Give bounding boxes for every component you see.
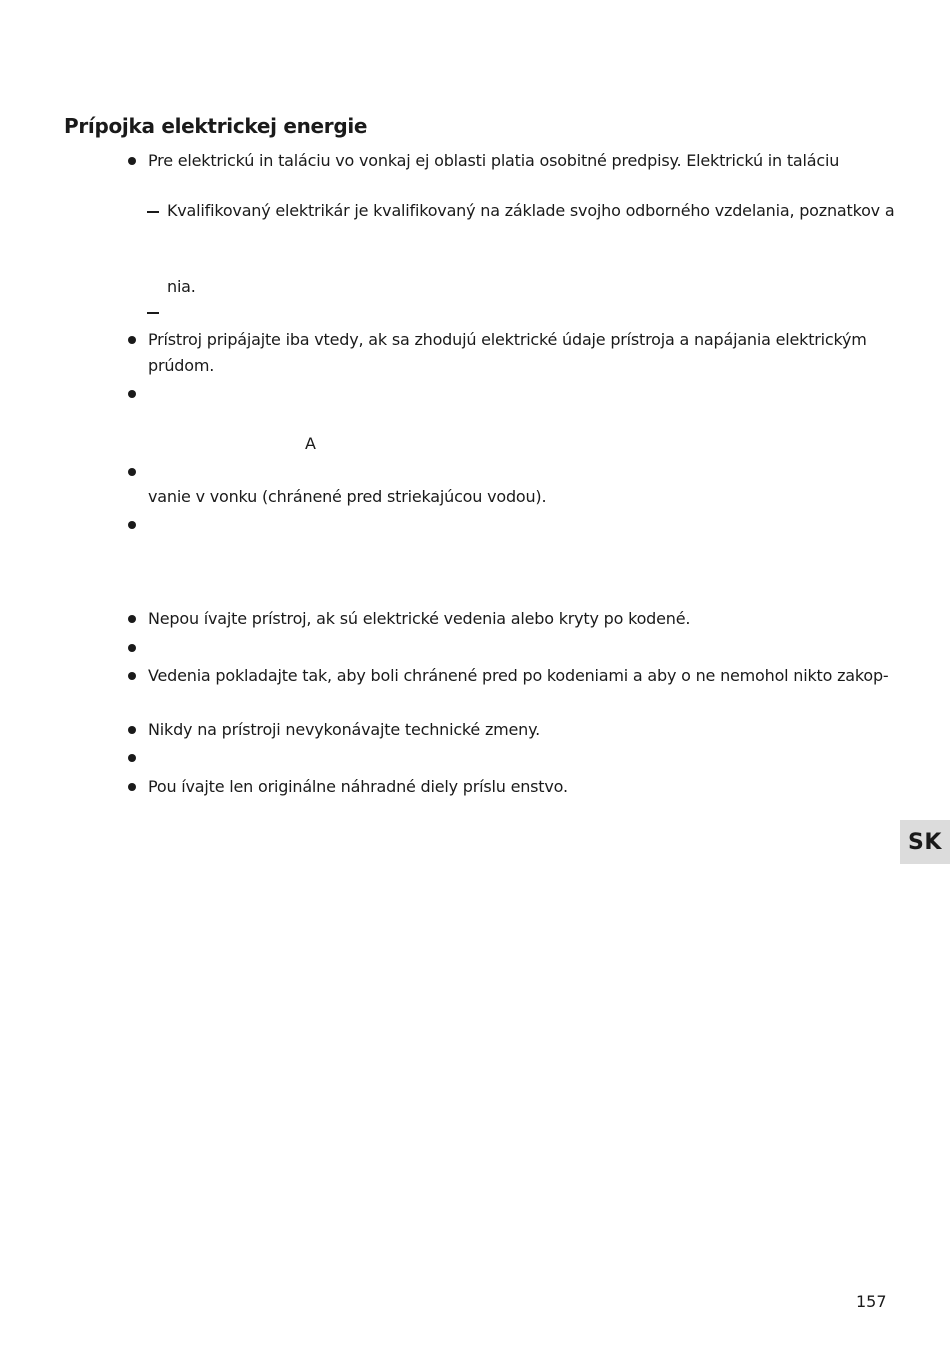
paragraph-connect-device: Prístroj pripájajte iba vtedy, ak sa zhodujú elektrické údaje prístroja a napájania elektrickým (148, 330, 867, 349)
paragraph-lay-cables: Vedenia pokladajte tak, aby boli chránené pred po kodeniami a aby o ne nemohol nikto zakop- (148, 666, 889, 685)
subitem-qualified-electrician: Kvalifikovaný elektrikár je kvalifikovaný na základe svojho odborného vzdelania, poznatkov a (167, 201, 895, 220)
paragraph-connect-device-cont: prúdom. (148, 356, 215, 375)
bullet-marker (128, 390, 136, 398)
bullet-marker (128, 157, 136, 165)
language-tab-label: SK (908, 829, 942, 855)
paragraph-no-modifications: Nikdy na prístroji nevykonávajte technické zmeny. (148, 720, 540, 739)
bullet-marker (128, 521, 136, 529)
bullet-marker (128, 726, 136, 734)
paragraph-damaged-cables: Nepou ívajte prístroj, ak sú elektrické vedenia alebo kryty po kodené. (148, 609, 691, 628)
section-heading: Prípojka elektrickej energie (64, 114, 368, 138)
paragraph-outdoor-use: vanie v vonku (chránené pred striekajúcou vodou). (148, 487, 547, 506)
language-tab (900, 820, 950, 864)
paragraph-fragment-a: A (305, 434, 316, 453)
paragraph-electrical-installation: Pre elektrickú in taláciu vo vonkaj ej oblasti platia osobitné predpisy. Elektrickú in taláciu (148, 151, 840, 170)
bullet-marker (128, 468, 136, 476)
page-number: 157 (856, 1292, 887, 1311)
dash-marker (147, 211, 159, 213)
paragraph-original-parts: Pou ívajte len originálne náhradné diely príslu enstvo. (148, 777, 568, 796)
subitem-qualified-electrician-end: nia. (167, 277, 196, 296)
dash-marker (147, 312, 159, 314)
bullet-marker (128, 783, 136, 791)
bullet-marker (128, 336, 136, 344)
bullet-marker (128, 672, 136, 680)
bullet-marker (128, 615, 136, 623)
bullet-marker (128, 644, 136, 652)
bullet-marker (128, 754, 136, 762)
